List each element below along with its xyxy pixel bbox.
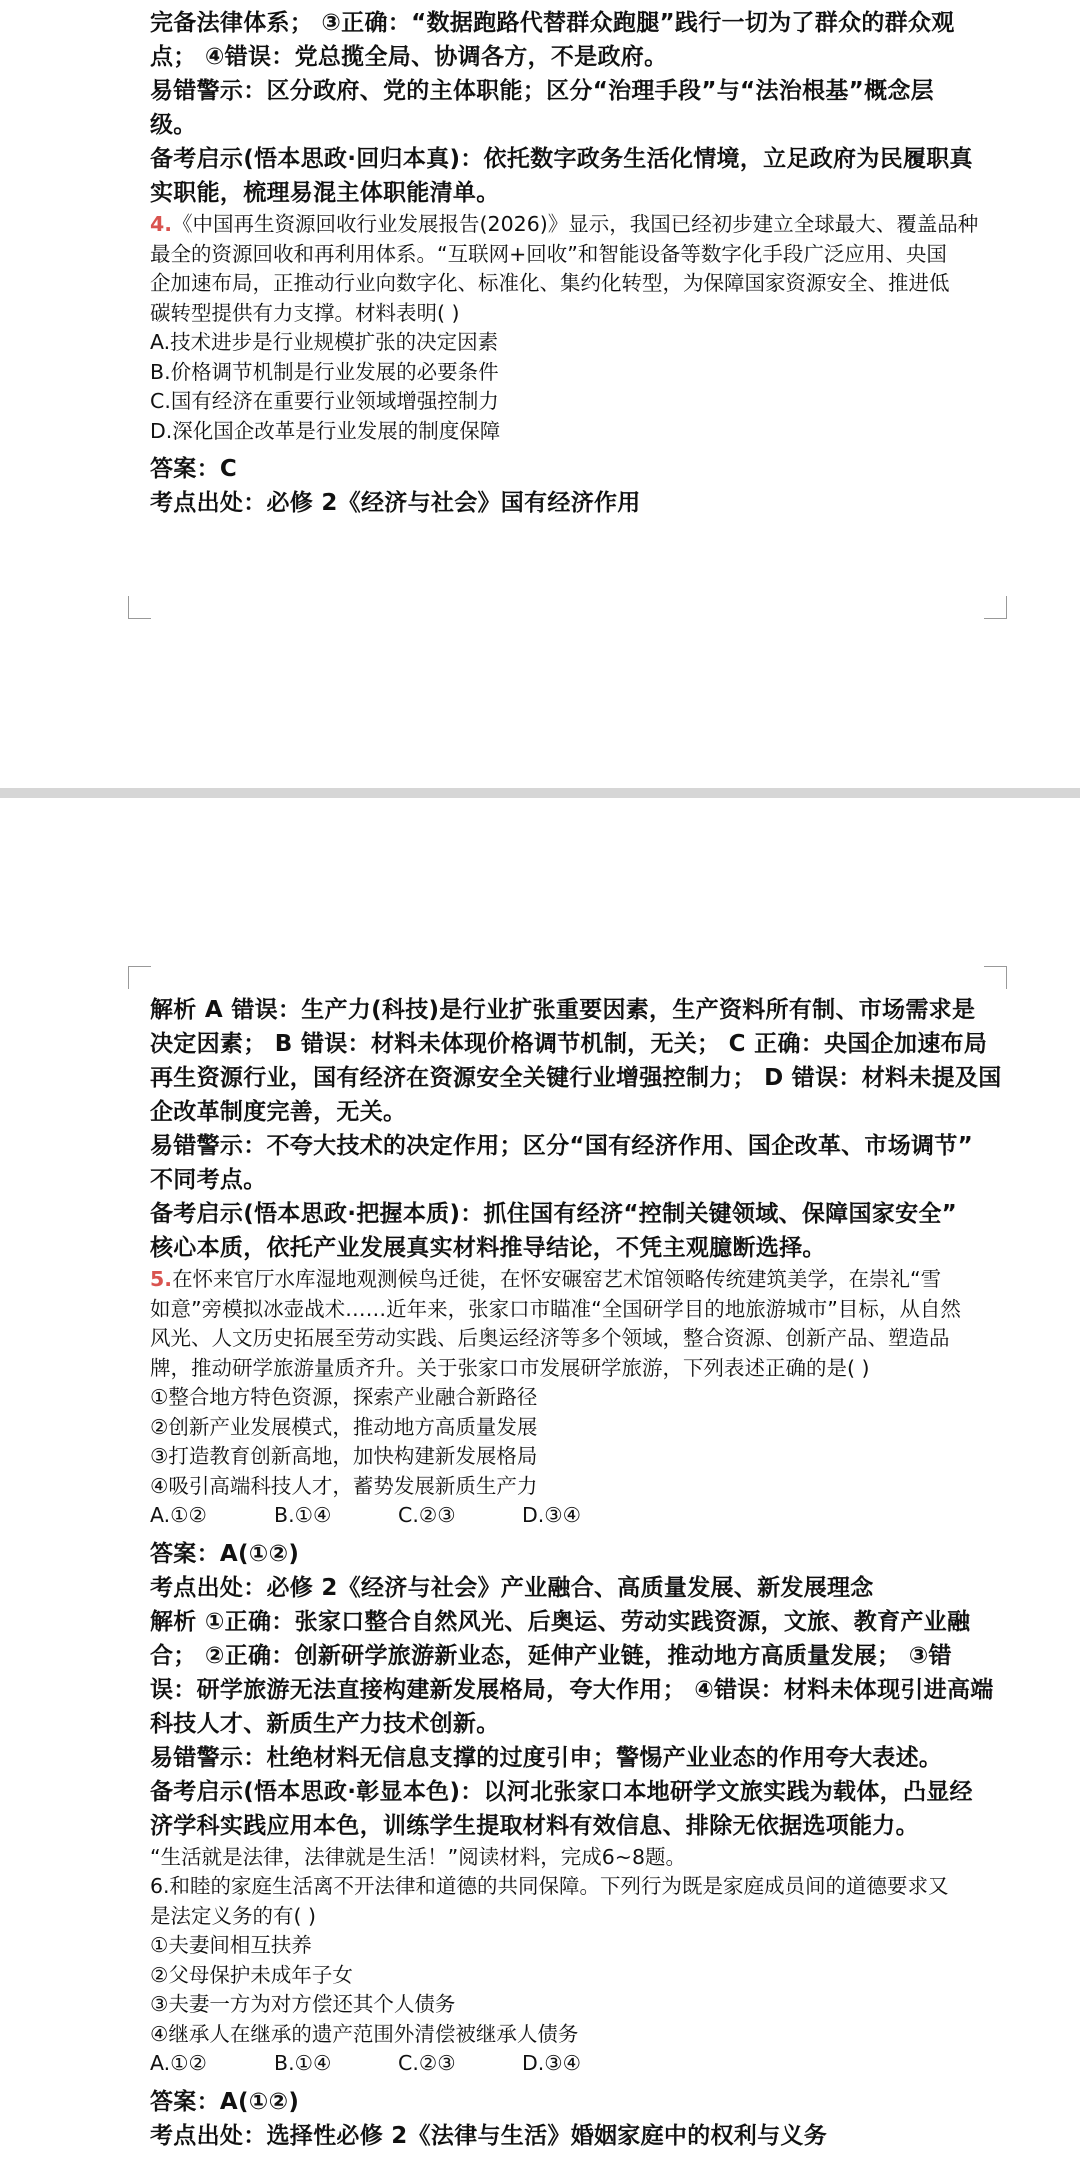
crop-mark-top-right [984, 966, 1007, 989]
line-text: “生活就是法律，法律就是生活！”阅读材料，完成6~8题。 [150, 1844, 687, 1869]
line-text: 核心本质，依托产业发展真实材料推导结论，不凭主观臆断选择。 [150, 1235, 826, 1261]
crop-mark-bottom-left [128, 596, 151, 619]
text-line [150, 176, 980, 210]
text-line [150, 1197, 980, 1231]
text-line [150, 452, 980, 486]
line-text: 易错警示：区分政府、党的主体职能；区分“治理手段”与“法治根基”概念层 [150, 78, 934, 104]
text-line [150, 1061, 1002, 1095]
line-text: 合； ②正确：创新研学旅游新业态，延伸产业链，推动地方高质量发展； ③错 [150, 1642, 952, 1669]
text-line [150, 2020, 980, 2050]
line-text: 答案：A(①②) [150, 1540, 300, 1567]
text-line [150, 1472, 980, 1502]
line-text: ③夫妻一方为对方偿还其个人债务 [150, 1992, 456, 2016]
text-line [150, 1775, 980, 1809]
text-line [150, 1095, 980, 1129]
crop-mark-top-left [128, 966, 151, 989]
text-line [150, 1231, 980, 1265]
line-text: 备考启示(悟本思政·回归本真)：依托数字政务生活化情境，立足政府为民履职真 [150, 146, 973, 172]
text-line [150, 1129, 980, 1163]
line-text: 易错警示：杜绝材料无信息支撑的过度引申；警惕产业业态的作用夸大表述。 [150, 1744, 943, 1771]
line-text: ②创新产业发展模式，推动地方高质量发展 [150, 1414, 538, 1439]
document-page-2 [0, 798, 1080, 2162]
line-text: 牌，推动研学旅游量质齐升。关于张家口市发展研学旅游，下列表述正确的是( ) [150, 1355, 870, 1380]
option-row [150, 2049, 980, 2079]
text-line [150, 108, 980, 142]
line-text: 实职能，梳理易混主体职能清单。 [150, 180, 500, 206]
text-line [150, 358, 980, 388]
text-line [150, 269, 980, 299]
line-text: 最全的资源回收和再利用体系。“互联网+回收”和智能设备等数字化手段广泛应用、央国 [150, 241, 947, 266]
page-separator [0, 788, 1080, 798]
answer-option: C.②③ [398, 2051, 456, 2075]
line-text: B.价格调节机制是行业发展的必要条件 [150, 359, 499, 384]
text-line [150, 1707, 980, 1741]
line-text: 考点出处：必修 2《经济与社会》产业融合、高质量发展、新发展理念 [150, 1574, 874, 1601]
page-1-text [150, 6, 980, 520]
question-number: 5. [150, 1267, 173, 1291]
line-text: ②父母保护未成年子女 [150, 1962, 353, 1987]
text-line [150, 299, 980, 329]
line-text: 决定因素； B 错误：材料未体现价格调节机制，无关； C 正确：央国企加速布局 [150, 1031, 988, 1057]
text-line [150, 1639, 980, 1673]
text-line [150, 1961, 980, 1991]
text-line [150, 1809, 980, 1843]
text-line [150, 1324, 980, 1354]
page-2-text [150, 993, 1002, 2153]
crop-mark-bottom-right [984, 596, 1007, 619]
line-text: 误：研学旅游无法直接构建新发展格局，夸大作用； ④错误：材料未体现引进高端 [150, 1676, 994, 1703]
text-line [150, 417, 980, 447]
text-line [150, 240, 980, 270]
text-line [150, 1537, 980, 1571]
line-text: 是法定义务的有( ) [150, 1903, 317, 1928]
answer-option: D.③④ [522, 1503, 582, 1527]
text-line [150, 1902, 980, 1932]
line-text: 再生资源行业，国有经济在资源安全关键行业增强控制力； D 错误：材料未提及国 [150, 1065, 1002, 1091]
line-text: ④吸引高端科技人才，蓄势发展新质生产力 [150, 1473, 538, 1498]
text-line [150, 6, 980, 40]
text-line [150, 2119, 980, 2153]
option-row [150, 1501, 980, 1531]
line-text: 完备法律体系； ③正确：“数据跑路代替群众跑腿”践行一切为了群众的群众观 [150, 10, 955, 36]
text-line [150, 1990, 980, 2020]
text-line [150, 1673, 994, 1707]
text-line [150, 142, 980, 176]
text-line [150, 1265, 980, 1295]
text-line [150, 1027, 988, 1061]
text-line [150, 1931, 980, 1961]
line-text: A.技术进步是行业规模扩张的决定因素 [150, 330, 499, 354]
line-text: 企改革制度完善，无关。 [150, 1099, 407, 1125]
line-text: ③打造教育创新高地，加快构建新发展格局 [150, 1444, 538, 1468]
text-line [150, 1741, 980, 1775]
line-text: 考点出处：选择性必修 2《法律与生活》婚姻家庭中的权利与义务 [150, 2122, 828, 2149]
answer-option: C.②③ [398, 1503, 456, 1527]
text-line [150, 993, 980, 1027]
line-text: 解析 A 错误：生产力(科技)是行业扩张重要因素，生产资料所有制、市场需求是 [150, 997, 976, 1023]
line-text: 备考启示(悟本思政·彰显本色)：以河北张家口本地研学文旅实践为载体，凸显经 [150, 1778, 973, 1805]
document-page-1 [0, 0, 1080, 788]
answer-option: B.①④ [274, 2051, 332, 2075]
line-text: 答案：C [150, 456, 238, 482]
line-text: 解析 ①正确：张家口整合自然风光、后奥运、劳动实践资源，文旅、教育产业融 [150, 1608, 971, 1635]
text-line [150, 1571, 980, 1605]
text-line [150, 40, 980, 74]
line-text: D.深化国企改革是行业发展的制度保障 [150, 418, 501, 443]
answer-option: D.③④ [522, 2051, 582, 2075]
line-text: 科技人才、新质生产力技术创新。 [150, 1710, 500, 1737]
line-text: 济学科实践应用本色，训练学生提取材料有效信息、排除无依据选项能力。 [150, 1812, 919, 1839]
line-text: 不同考点。 [150, 1167, 267, 1193]
line-text: 在怀来官厅水库湿地观测候鸟迁徙，在怀安碾窑艺术馆领略传统建筑美学，在崇礼“雪 [172, 1267, 942, 1291]
line-text: 企加速布局，正推动行业向数字化、标准化、集约化转型，为保障国家资源安全、推进低 [150, 271, 950, 295]
text-line [150, 1413, 980, 1443]
text-line [150, 1872, 980, 1902]
line-text: 点； ④错误：党总揽全局、协调各方，不是政府。 [150, 44, 668, 70]
answer-option: B.①④ [274, 1503, 332, 1527]
text-line [150, 210, 980, 240]
text-line [150, 1605, 980, 1639]
text-line [150, 486, 980, 520]
question-number: 4. [150, 212, 173, 236]
answer-option: A.①② [150, 2051, 207, 2075]
text-line [150, 387, 980, 417]
line-text: 易错警示：不夸大技术的决定作用；区分“国有经济作用、国企改革、市场调节” [150, 1133, 974, 1159]
line-text: 如意”旁模拟冰壶战术……近年来，张家口市瞄准“全国研学目的地旅游城市”目标，从自然 [150, 1296, 961, 1321]
line-text: C.国有经济在重要行业领域增强控制力 [150, 389, 499, 413]
text-line [150, 328, 980, 358]
line-text: 6.和睦的家庭生活离不开法律和道德的共同保障。下列行为既是家庭成员间的道德要求又 [150, 1874, 949, 1898]
line-text: ①整合地方特色资源，探索产业融合新路径 [150, 1385, 538, 1409]
line-text: 风光、人文历史拓展至劳动实践、后奥运经济等多个领域，整合资源、创新产品、塑造品 [150, 1326, 950, 1350]
line-text: ①夫妻间相互扶养 [150, 1933, 312, 1957]
line-text: 考点出处：必修 2《经济与社会》国有经济作用 [150, 490, 641, 516]
answer-option: A.①② [150, 1503, 207, 1527]
text-line [150, 1442, 980, 1472]
line-text: ④继承人在继承的遗产范围外清偿被继承人债务 [150, 2021, 579, 2046]
line-text: 《中国再生资源回收行业发展报告(2026)》显示，我国已经初步建立全球最大、覆盖品种 [172, 212, 979, 236]
text-line [150, 1843, 980, 1873]
text-line [150, 1163, 980, 1197]
line-text: 碳转型提供有力支撑。材料表明( ) [150, 300, 460, 325]
text-line [150, 1354, 980, 1384]
text-line [150, 1295, 980, 1325]
text-line [150, 2085, 980, 2119]
line-text: 备考启示(悟本思政·把握本质)：抓住国有经济“控制关键领域、保障国家安全” [150, 1201, 958, 1227]
text-line [150, 74, 980, 108]
line-text: 级。 [150, 112, 197, 138]
text-line [150, 1383, 980, 1413]
line-text: 答案：A(①②) [150, 2088, 300, 2115]
